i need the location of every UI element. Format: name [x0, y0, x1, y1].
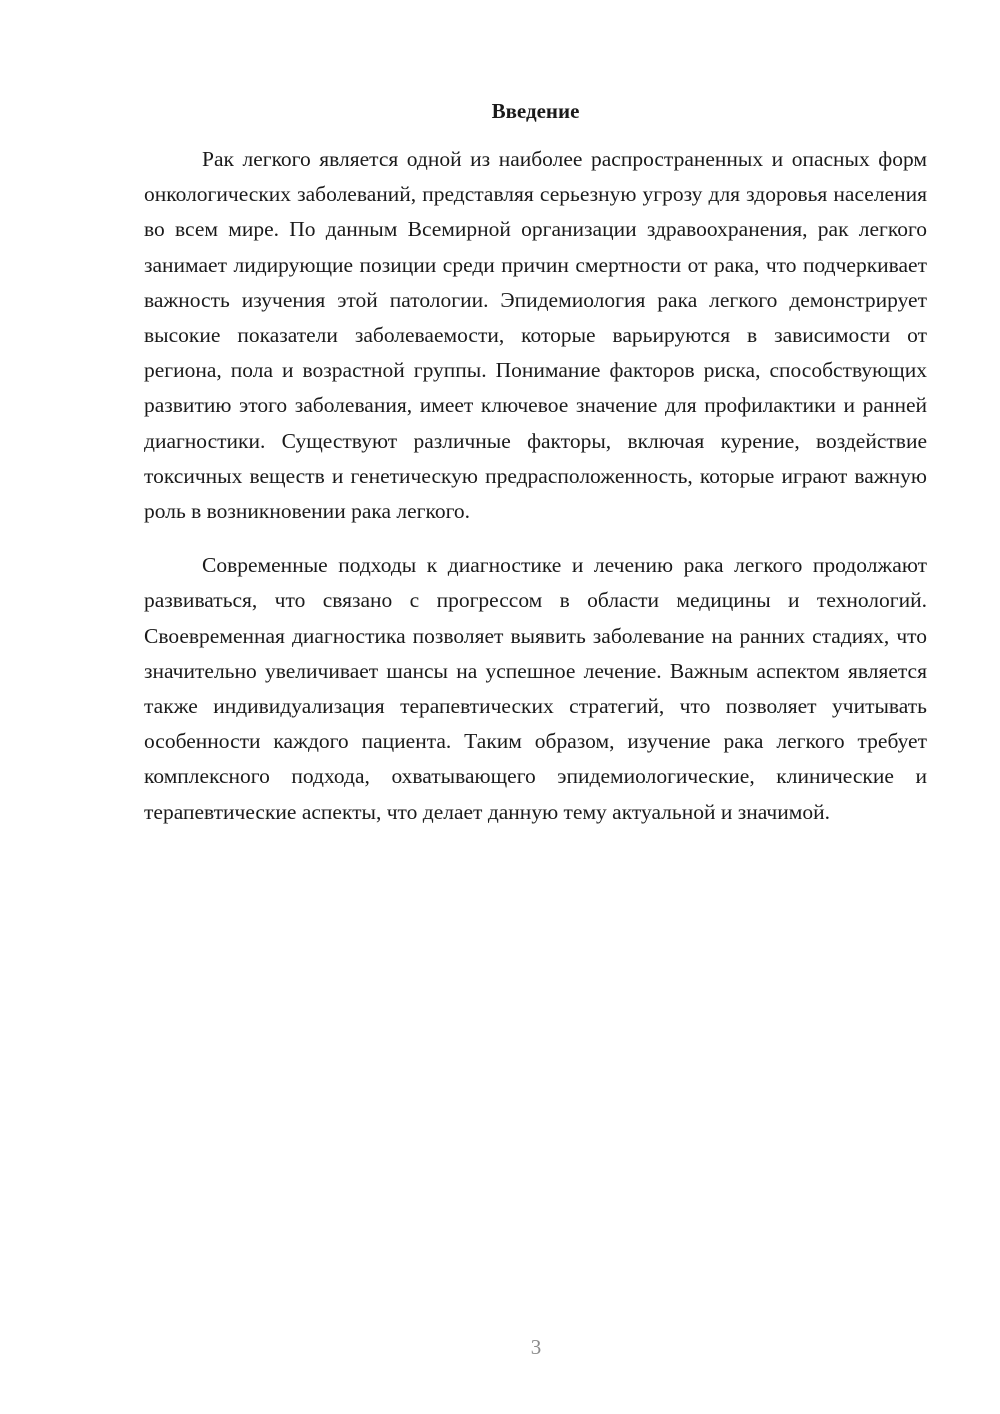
paragraph-1: Рак легкого является одной из наиболее распространенных и опасных форм онкологических заболеваний, представляя серьезную угрозу для здоровья населения во всем мире. По данным Всемирной организации здравоохранения, рак легкого занимает лидирующие позиции среди причин смертности от рака, что подчеркивает важность изучения этой патологии. Эпидемиология рака легкого демонстрирует высокие показатели заболеваемости, которые варьируются в зависимости от региона, пола и возрастной группы. Понимание факторов риска, способствующих развитию этого заболевания, имеет ключевое значение для профилактики и ранней диагностики. Существуют различные факторы, включая курение, воздействие токсичных веществ и генетическую предрасположенность, которые играют важную роль в возникновении рака легкого. — [144, 147, 927, 524]
body-text — [144, 142, 927, 830]
page-number: 3 — [530, 1335, 542, 1359]
paragraph-2: Современные подходы к диагностике и лечению рака легкого продолжают развиваться, что связано с прогрессом в области медицины и технологий. Своевременная диагностика позволяет выявить заболевание на ранних стадиях, что значительно увеличивает шансы на успешное лечение. Важным аспектом является также индивидуализация терапевтических стратегий, что позволяет учитывать особенности каждого пациента. Таким образом, изучение рака легкого требует комплексного подхода, охватывающего эпидемиологические, клинические и терапевтические аспекты, что делает данную тему актуальной и значимой. — [144, 553, 927, 824]
section-heading: Введение — [491, 99, 580, 123]
